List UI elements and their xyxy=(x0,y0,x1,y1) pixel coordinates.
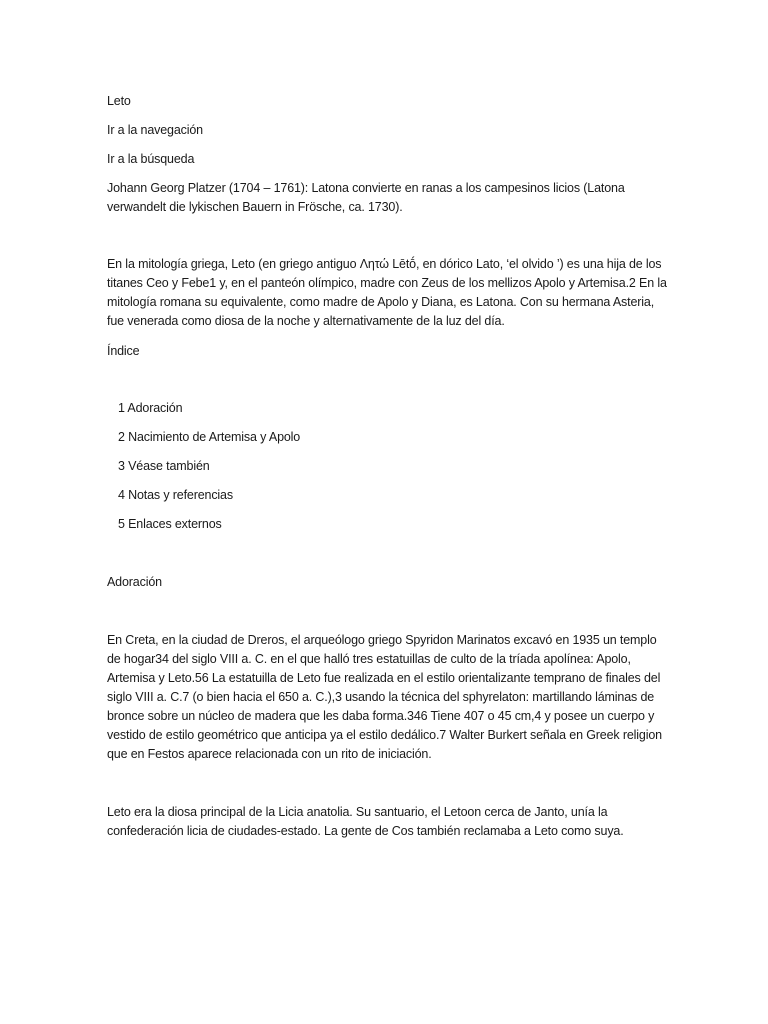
section-heading: Adoración xyxy=(107,575,162,589)
toc-item: 3 Véase también xyxy=(118,459,210,473)
body-paragraph: Leto era la diosa principal de la Licia anatolia. Su santuario, el Letoon cerca de Janto, unía la confederación licia de ciudades-estado. La gente de Cos también reclamaba a Leto como suya. xyxy=(107,805,624,838)
document-title: Leto xyxy=(107,94,131,108)
body-paragraph: En Creta, en la ciudad de Dreros, el arqueólogo griego Spyridon Marinatos excavó en 1935 un templo de hogar34 del siglo VIII a. C. en el que halló tres estatuillas de culto de la tríada apolínea: Apolo, Artemisa y Leto.56 La estatuilla de Leto fue realizada en el estilo orientalizante temprano de finales del siglo VIII a. C.7 (o bien hacia el 650 a. C.),3 usando la técnica del sphyrelaton: martillando láminas de bronce sobre un núcleo de madera que les daba forma.346 Tiene 407 o 45 cm,4 y posee un cuerpo y vestido de estilo geométrico que anticipa ya el estilo dedálico.7 Walter Burkert señala en Greek religion que en Festos aparece relacionada con un rito de iniciación. xyxy=(107,633,662,761)
intro-paragraph: En la mitología griega, Leto (en griego antiguo Λητώ Lētṓ, en dórico Lato, ‘el olvido ’) es una hija de los titanes Ceo y Febe1 y, en el panteón olímpico, madre con Zeus de los mellizos Apolo y Artemisa.2 En la mitología romana su equivalente, como madre de Apolo y Diana, es Latona. Con su hermana Asteria, fue venerada como diosa de la noche y alternativamente de la luz del día. xyxy=(107,257,667,328)
navigation-link-text: Ir a la navegación xyxy=(107,123,203,137)
image-caption: Johann Georg Platzer (1704 – 1761): Latona convierte en ranas a los campesinos licios (Latona verwandelt die lykischen Bauern in Frösche, ca. 1730). xyxy=(107,181,625,214)
toc-item: 5 Enlaces externos xyxy=(118,517,222,531)
toc-item: 1 Adoración xyxy=(118,401,183,415)
index-heading: Índice xyxy=(107,344,140,358)
toc-item: 4 Notas y referencias xyxy=(118,488,233,502)
toc-item: 2 Nacimiento de Artemisa y Apolo xyxy=(118,430,301,444)
search-link-text: Ir a la búsqueda xyxy=(107,152,195,166)
